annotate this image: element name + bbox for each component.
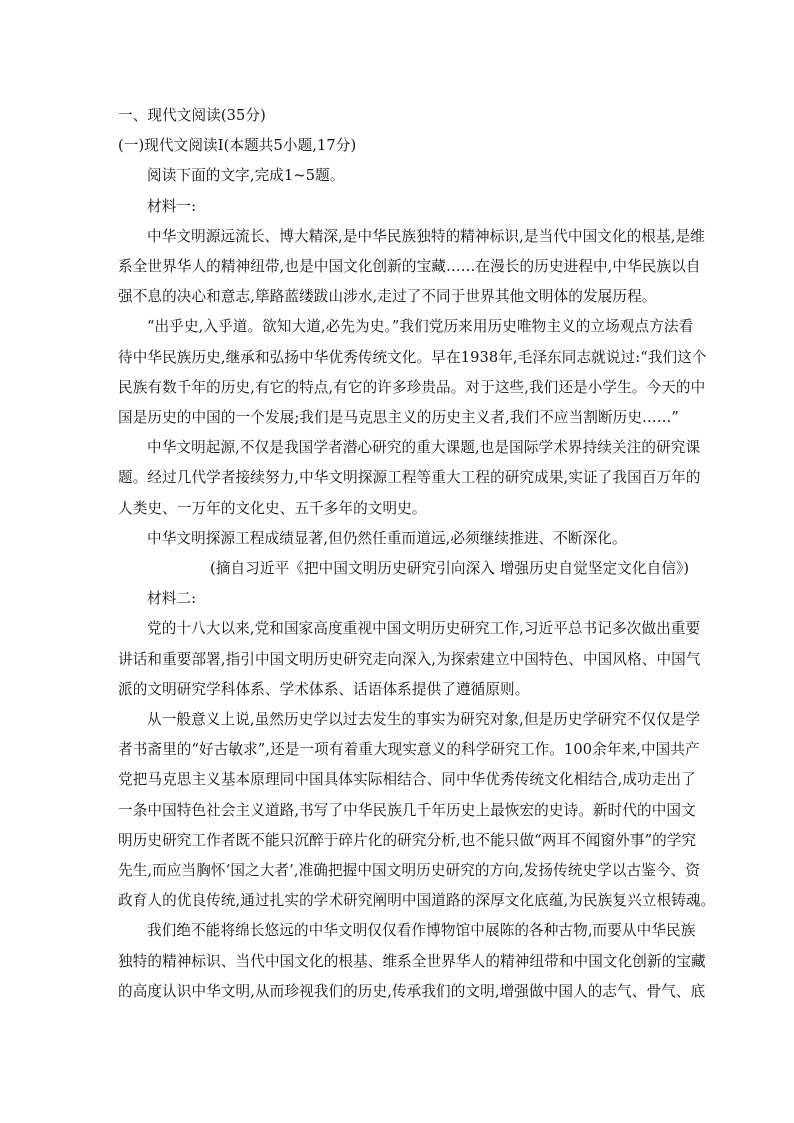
material-one-paragraph-3: [118, 433, 701, 524]
material-two-paragraph-3: [118, 916, 706, 1007]
section-title: 一、现代文阅读(35分): [118, 107, 266, 124]
material-one-paragraph-1: [118, 222, 705, 313]
text-line: 系全世界华人的精神纽带,也是中国文化创新的宝藏……在漫长的历史进程中,中华民族以自: [118, 258, 701, 276]
text-line: 待中华民族历史,继承和弘扬中华优秀传统文化。早在1938年,毛泽东同志就说过:“我们这个: [118, 348, 707, 366]
text-line: 民族有数千年的历史,有它的特点,有它的许多珍贵品。对于这些,我们还是小学生。今天的中: [118, 378, 706, 396]
text-line: 政育人的优良传统,通过扎实的学术研究阐明中国道路的深厚文化底蕴,为民族复兴立根铸魂。: [118, 892, 716, 910]
text-line: 从一般意义上说,虽然历史学以过去发生的事实为研究对象,但是历史学研究不仅仅是学: [147, 711, 701, 729]
text-line: 讲话和重要部署,指引中国文明历史研究走向深入,为探索建立中国特色、中国风格、中国气: [118, 650, 701, 668]
text-line: “出乎史,入乎道。欲知大道,必先为史。”我们党历来用历史唯物主义的立场观点方法看: [147, 318, 694, 336]
text-line: 党的十八大以来,党和国家高度重视中国文明历史研究工作,习近平总书记多次做出重要: [147, 620, 701, 638]
material-two-paragraph-2: [118, 705, 716, 916]
material-two-paragraph-1: [118, 614, 701, 705]
text-line: 的高度认识中华文明,从而珍视我们的历史,传承我们的文明,增强做中国人的志气、骨气、底: [118, 982, 706, 1000]
material-two-label: 材料二:: [147, 590, 197, 608]
text-line: 强不息的决心和意志,筚路蓝缕跋山涉水,走过了不同于世界其他文明体的发展历程。: [118, 288, 657, 306]
text-line: 题。经过几代学者接续努力,中华文明探源工程等重大工程的研究成果,实证了我国百万年的: [118, 469, 701, 487]
instruction-text: 阅读下面的文字,完成1~5题。: [147, 167, 345, 185]
text-line: 明历史研究工作者既不能只沉醉于碎片化的研究分析,也不能只做“两耳不闻窗外事”的学究: [118, 831, 697, 849]
material-one-label: 材料一:: [147, 197, 197, 215]
text-line: 独特的精神标识、当代中国文化的根基、维系全世界华人的精神纽带和中国文化创新的宝藏: [118, 952, 706, 970]
section-subtitle: (一)现代文阅读Ⅰ(本题共5小题,17分): [118, 137, 357, 155]
text-line: 人类史、一万年的文化史、五千多年的文明史。: [118, 499, 427, 517]
text-line: 先生,而应当胸怀‘国之大者’,准确把握中国文明历史研究的方向,发扬传统史学以古鉴今、资: [118, 862, 701, 880]
text-line: 国是历史的中国的一个发展;我们是马克思主义的历史主义者,我们不应当割断历史……”: [118, 409, 679, 427]
text-line: 派的文明研究学科体系、学术体系、话语体系提供了遵循原则。: [118, 680, 530, 698]
reading-passage: [118, 101, 716, 1007]
material-one-paragraph-4: [118, 524, 680, 554]
text-line: 我们绝不能将绵长悠远的中华文明仅仅看作博物馆中展陈的各种古物,而要从中华民族: [147, 922, 696, 940]
material-one-source: (摘自习近平《把中国文明历史研究引向深入 增强历史自觉坚定文化自信》): [210, 560, 690, 578]
material-one-paragraph-2: [118, 312, 707, 433]
text-line: 者书斋里的“好古敏求”,还是一项有着重大现实意义的科学研究工作。100余年来,中国共产: [118, 741, 700, 759]
text-line: 中华文明起源,不仅是我国学者潜心研究的重大课题,也是国际学术界持续关注的研究课: [147, 439, 701, 457]
text-line: 党把马克思主义基本原理同中国具体实际相结合、同中华优秀传统文化相结合,成功走出了: [118, 771, 696, 789]
text-line: 一条中国特色社会主义道路,书写了中华民族几千年历史上最恢宏的史诗。新时代的中国文: [118, 801, 696, 819]
text-line: 中华文明探源工程成绩显著,但仍然任重而道远,必须继续推进、不断深化。: [147, 529, 627, 547]
text-line: 中华文明源远流长、博大精深,是中华民族独特的精神标识,是当代中国文化的根基,是维: [147, 227, 705, 245]
